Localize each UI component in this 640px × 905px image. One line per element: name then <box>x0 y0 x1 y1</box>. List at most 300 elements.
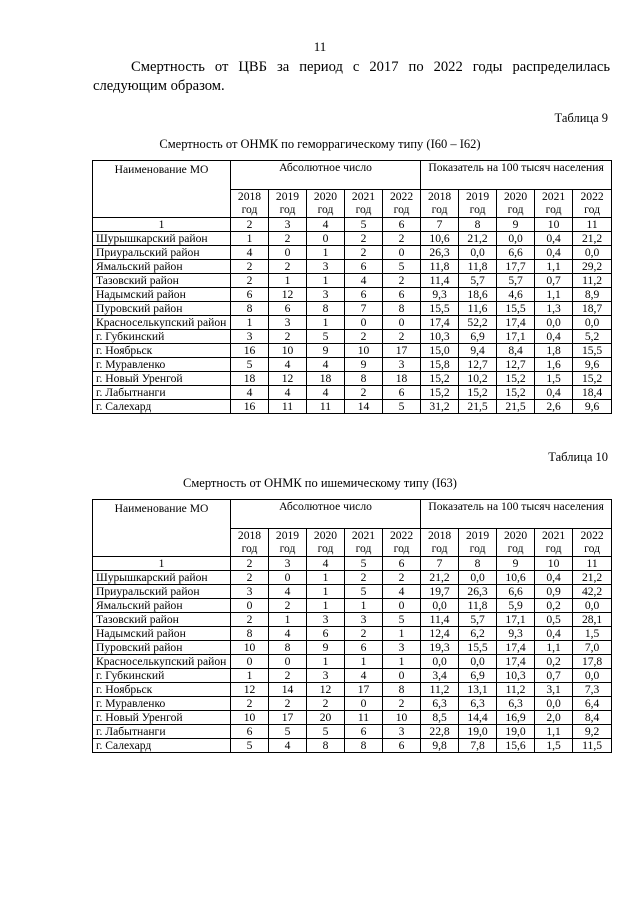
row-value: 2 <box>345 386 383 400</box>
table-row <box>93 344 612 358</box>
row-value: 8 <box>269 641 307 655</box>
row-value: 0,0 <box>459 655 497 669</box>
row-value: 31,2 <box>421 400 459 414</box>
row-value: 0 <box>383 316 421 330</box>
header-year: 2020 год <box>307 190 345 218</box>
row-value: 20 <box>307 711 345 725</box>
row-value: 0,0 <box>497 232 535 246</box>
row-value: 12,7 <box>459 358 497 372</box>
row-value: 52,2 <box>459 316 497 330</box>
row-value: 0,0 <box>421 599 459 613</box>
row-value: 6,3 <box>497 697 535 711</box>
row-value: 6,3 <box>421 697 459 711</box>
header-absolute: Абсолютное число <box>231 161 421 190</box>
row-value: 11,2 <box>573 274 612 288</box>
column-index: 8 <box>459 557 497 571</box>
header-year: 2019 год <box>269 190 307 218</box>
row-value: 6 <box>269 302 307 316</box>
row-value: 17,1 <box>497 613 535 627</box>
row-value: 0 <box>383 599 421 613</box>
row-value: 18 <box>383 372 421 386</box>
row-value: 17 <box>345 683 383 697</box>
table-row <box>93 246 612 260</box>
row-value: 1 <box>307 316 345 330</box>
row-value: 6 <box>345 260 383 274</box>
header-year: 2019 год <box>459 529 497 557</box>
row-value: 15,6 <box>497 739 535 753</box>
row-value: 8 <box>345 372 383 386</box>
row-value: 1 <box>307 585 345 599</box>
row-value: 12,7 <box>497 358 535 372</box>
header-year: 2022 год <box>573 190 612 218</box>
row-value: 8,5 <box>421 711 459 725</box>
row-value: 15,2 <box>421 386 459 400</box>
table-row <box>93 739 612 753</box>
row-value: 6 <box>307 627 345 641</box>
row-value: 4 <box>383 585 421 599</box>
row-value: 16 <box>231 400 269 414</box>
row-value: 4 <box>231 246 269 260</box>
row-value: 17,4 <box>497 641 535 655</box>
row-name: Пуровский район <box>93 641 231 655</box>
header-row <box>93 161 612 190</box>
column-index: 9 <box>497 557 535 571</box>
table-title: Смертность от ОНМК по ишемическому типу (I63) <box>183 476 457 490</box>
row-value: 10,3 <box>421 330 459 344</box>
table-row <box>93 232 612 246</box>
row-value: 3 <box>383 641 421 655</box>
row-value: 9 <box>307 344 345 358</box>
row-value: 11,4 <box>421 613 459 627</box>
row-value: 1,5 <box>573 627 612 641</box>
row-value: 4 <box>231 386 269 400</box>
row-value: 1 <box>345 599 383 613</box>
row-value: 9,3 <box>421 288 459 302</box>
row-value: 5 <box>383 260 421 274</box>
row-name: г. Новый Уренгой <box>93 372 231 386</box>
row-value: 17,1 <box>497 330 535 344</box>
row-value: 1 <box>307 655 345 669</box>
column-index: 6 <box>383 557 421 571</box>
row-value: 26,3 <box>421 246 459 260</box>
header-year: 2018 год <box>231 190 269 218</box>
row-value: 6 <box>383 739 421 753</box>
row-name: Шурышкарский район <box>93 571 231 585</box>
table-row <box>93 260 612 274</box>
row-value: 0,0 <box>573 246 612 260</box>
table-row <box>93 655 612 669</box>
row-name: г. Губкинский <box>93 330 231 344</box>
row-value: 1,1 <box>535 641 573 655</box>
row-value: 21,5 <box>497 400 535 414</box>
row-value: 0 <box>345 697 383 711</box>
row-value: 6,9 <box>459 669 497 683</box>
row-value: 9,8 <box>421 739 459 753</box>
row-value: 1 <box>269 613 307 627</box>
table-row <box>93 274 612 288</box>
row-value: 0 <box>231 655 269 669</box>
row-value: 42,2 <box>573 585 612 599</box>
row-value: 0,7 <box>535 274 573 288</box>
row-value: 1 <box>231 232 269 246</box>
row-value: 4 <box>269 386 307 400</box>
row-value: 5,2 <box>573 330 612 344</box>
row-value: 17,4 <box>497 655 535 669</box>
row-value: 0,0 <box>459 246 497 260</box>
row-name: Пуровский район <box>93 302 231 316</box>
row-value: 1 <box>307 599 345 613</box>
row-value: 21,2 <box>421 571 459 585</box>
header-rate: Показатель на 100 тысяч населения <box>421 161 612 190</box>
row-name: г. Салехард <box>93 739 231 753</box>
row-value: 2 <box>269 330 307 344</box>
row-value: 3 <box>345 613 383 627</box>
row-value: 4 <box>269 358 307 372</box>
row-value: 5 <box>269 725 307 739</box>
header-year: 2020 год <box>497 190 535 218</box>
row-value: 6,3 <box>459 697 497 711</box>
header-name-mo: Наименование МО <box>93 161 231 218</box>
header-name-mo: Наименование МО <box>93 500 231 557</box>
table-row <box>93 288 612 302</box>
column-index-row <box>93 218 612 232</box>
row-value: 19,3 <box>421 641 459 655</box>
row-value: 0 <box>383 669 421 683</box>
header-year: 2022 год <box>383 190 421 218</box>
page-number: 11 <box>313 39 327 54</box>
row-name: г. Губкинский <box>93 669 231 683</box>
row-name: Надымский район <box>93 288 231 302</box>
row-value: 1 <box>269 274 307 288</box>
row-value: 6 <box>345 288 383 302</box>
row-value: 17 <box>383 344 421 358</box>
row-value: 22,8 <box>421 725 459 739</box>
column-index: 1 <box>93 218 231 232</box>
row-value: 3 <box>383 358 421 372</box>
table-row <box>93 669 612 683</box>
row-value: 2 <box>345 330 383 344</box>
row-value: 4 <box>307 358 345 372</box>
row-value: 7,3 <box>573 683 612 697</box>
row-value: 0,4 <box>535 571 573 585</box>
row-value: 0,4 <box>535 232 573 246</box>
row-value: 11,8 <box>459 599 497 613</box>
row-value: 5,7 <box>459 274 497 288</box>
row-value: 2 <box>231 697 269 711</box>
mortality-table-hemorrhagic <box>92 160 612 414</box>
row-value: 0,0 <box>535 697 573 711</box>
row-value: 9,2 <box>573 725 612 739</box>
row-value: 28,1 <box>573 613 612 627</box>
row-value: 9,4 <box>459 344 497 358</box>
row-value: 6 <box>383 288 421 302</box>
table-row <box>93 302 612 316</box>
row-value: 15,0 <box>421 344 459 358</box>
row-value: 8 <box>307 302 345 316</box>
row-value: 2 <box>383 571 421 585</box>
row-value: 15,2 <box>573 372 612 386</box>
column-index: 2 <box>231 557 269 571</box>
table-row <box>93 683 612 697</box>
row-value: 15,2 <box>459 386 497 400</box>
row-value: 5 <box>345 585 383 599</box>
header-row <box>93 500 612 529</box>
row-value: 1 <box>231 316 269 330</box>
row-name: г. Ноябрьск <box>93 344 231 358</box>
row-value: 15,5 <box>497 302 535 316</box>
row-value: 0,0 <box>535 316 573 330</box>
row-value: 2 <box>269 697 307 711</box>
row-value: 16 <box>231 344 269 358</box>
row-value: 11 <box>307 400 345 414</box>
column-index: 7 <box>421 218 459 232</box>
row-name: г. Лабытнанги <box>93 386 231 400</box>
row-value: 3 <box>307 669 345 683</box>
row-value: 1 <box>383 627 421 641</box>
header-year: 2022 год <box>383 529 421 557</box>
row-value: 6 <box>231 725 269 739</box>
row-value: 1,6 <box>535 358 573 372</box>
row-value: 15,5 <box>421 302 459 316</box>
column-index: 5 <box>345 218 383 232</box>
mortality-table-ischemic <box>92 499 612 753</box>
column-index: 11 <box>573 557 612 571</box>
header-year: 2021 год <box>345 529 383 557</box>
row-value: 17,8 <box>573 655 612 669</box>
row-value: 0 <box>307 232 345 246</box>
table-row <box>93 613 612 627</box>
row-value: 8 <box>231 302 269 316</box>
row-value: 17,4 <box>421 316 459 330</box>
row-value: 1,1 <box>535 725 573 739</box>
header-year: 2019 год <box>269 529 307 557</box>
row-value: 8 <box>231 627 269 641</box>
table-row <box>93 711 612 725</box>
row-value: 2 <box>383 697 421 711</box>
row-value: 1,8 <box>535 344 573 358</box>
row-value: 2 <box>269 260 307 274</box>
row-value: 21,2 <box>573 571 612 585</box>
row-name: Надымский район <box>93 627 231 641</box>
row-value: 9,3 <box>497 627 535 641</box>
row-value: 8 <box>383 302 421 316</box>
row-name: Тазовский район <box>93 613 231 627</box>
row-name: г. Салехард <box>93 400 231 414</box>
row-value: 1,1 <box>535 288 573 302</box>
table-row <box>93 316 612 330</box>
row-name: г. Новый Уренгой <box>93 711 231 725</box>
row-value: 18,4 <box>573 386 612 400</box>
row-value: 8,4 <box>497 344 535 358</box>
header-year: 2018 год <box>421 190 459 218</box>
row-value: 3,4 <box>421 669 459 683</box>
row-value: 11,8 <box>421 260 459 274</box>
row-name: г. Муравленко <box>93 697 231 711</box>
row-value: 0,5 <box>535 613 573 627</box>
row-value: 12 <box>269 288 307 302</box>
row-value: 14 <box>345 400 383 414</box>
column-index: 9 <box>497 218 535 232</box>
row-name: Красноселькупский район <box>93 655 231 669</box>
row-name: Красноселькупский район <box>93 316 231 330</box>
header-rate: Показатель на 100 тысяч населения <box>421 500 612 529</box>
row-value: 26,3 <box>459 585 497 599</box>
row-value: 0,4 <box>535 246 573 260</box>
row-value: 4 <box>269 739 307 753</box>
row-value: 2 <box>307 697 345 711</box>
header-absolute: Абсолютное число <box>231 500 421 529</box>
row-value: 2 <box>231 571 269 585</box>
row-value: 1,3 <box>535 302 573 316</box>
row-value: 7,0 <box>573 641 612 655</box>
row-value: 15,5 <box>459 641 497 655</box>
row-value: 5 <box>383 613 421 627</box>
row-value: 11,2 <box>421 683 459 697</box>
row-value: 1,5 <box>535 739 573 753</box>
row-value: 2 <box>269 599 307 613</box>
row-value: 6 <box>345 641 383 655</box>
row-value: 0,0 <box>573 599 612 613</box>
row-value: 0,7 <box>535 669 573 683</box>
row-value: 18 <box>231 372 269 386</box>
row-value: 5,7 <box>497 274 535 288</box>
row-value: 3 <box>269 316 307 330</box>
table-row <box>93 372 612 386</box>
header-year: 2021 год <box>345 190 383 218</box>
row-name: Тазовский район <box>93 274 231 288</box>
row-value: 2 <box>345 627 383 641</box>
column-index-row <box>93 557 612 571</box>
row-value: 2 <box>231 274 269 288</box>
row-value: 7 <box>345 302 383 316</box>
row-value: 0 <box>269 655 307 669</box>
row-value: 9,6 <box>573 358 612 372</box>
row-value: 0,0 <box>421 655 459 669</box>
row-value: 11,8 <box>459 260 497 274</box>
row-value: 6 <box>383 386 421 400</box>
row-value: 4 <box>269 585 307 599</box>
row-value: 0,0 <box>573 669 612 683</box>
row-value: 3,1 <box>535 683 573 697</box>
row-value: 11,6 <box>459 302 497 316</box>
row-value: 14 <box>269 683 307 697</box>
column-index: 3 <box>269 557 307 571</box>
table-row <box>93 641 612 655</box>
row-value: 5 <box>231 739 269 753</box>
header-year: 2020 год <box>307 529 345 557</box>
row-value: 0 <box>345 316 383 330</box>
row-value: 19,0 <box>497 725 535 739</box>
header-year: 2020 год <box>497 529 535 557</box>
column-index: 4 <box>307 218 345 232</box>
row-value: 1 <box>307 274 345 288</box>
table-row <box>93 585 612 599</box>
row-value: 4,6 <box>497 288 535 302</box>
column-index: 2 <box>231 218 269 232</box>
column-index: 7 <box>421 557 459 571</box>
row-value: 9,6 <box>573 400 612 414</box>
row-value: 0,4 <box>535 627 573 641</box>
row-value: 1 <box>231 669 269 683</box>
row-value: 6,6 <box>497 246 535 260</box>
row-name: г. Лабытнанги <box>93 725 231 739</box>
row-value: 0,2 <box>535 599 573 613</box>
row-value: 2,6 <box>535 400 573 414</box>
row-value: 0,0 <box>573 316 612 330</box>
row-value: 8,9 <box>573 288 612 302</box>
row-value: 0,4 <box>535 330 573 344</box>
row-value: 2 <box>231 613 269 627</box>
row-value: 0 <box>231 599 269 613</box>
row-value: 0,9 <box>535 585 573 599</box>
row-value: 8 <box>383 683 421 697</box>
row-value: 0 <box>269 246 307 260</box>
row-value: 2 <box>383 330 421 344</box>
intro-paragraph: Смертность от ЦВБ за период с 2017 по 2022 годы распределилась следующим образом. <box>93 59 610 94</box>
row-value: 10 <box>345 344 383 358</box>
row-value: 12 <box>269 372 307 386</box>
row-value: 18,6 <box>459 288 497 302</box>
row-value: 15,2 <box>497 372 535 386</box>
column-index: 5 <box>345 557 383 571</box>
row-value: 11,4 <box>421 274 459 288</box>
row-value: 11 <box>269 400 307 414</box>
row-value: 15,8 <box>421 358 459 372</box>
row-value: 3 <box>307 260 345 274</box>
row-value: 0,4 <box>535 386 573 400</box>
row-value: 5,9 <box>497 599 535 613</box>
table-row <box>93 599 612 613</box>
row-value: 2 <box>383 274 421 288</box>
row-value: 17,7 <box>497 260 535 274</box>
header-year: 2019 год <box>459 190 497 218</box>
row-value: 6,4 <box>573 697 612 711</box>
table-caption: Таблица 10 <box>548 450 608 464</box>
row-value: 21,2 <box>573 232 612 246</box>
row-value: 1 <box>345 655 383 669</box>
row-value: 10 <box>231 641 269 655</box>
row-value: 3 <box>383 725 421 739</box>
row-value: 17 <box>269 711 307 725</box>
column-index: 6 <box>383 218 421 232</box>
table-row <box>93 697 612 711</box>
table-row <box>93 386 612 400</box>
table-row <box>93 627 612 641</box>
row-value: 10,2 <box>459 372 497 386</box>
row-value: 2 <box>231 260 269 274</box>
row-value: 12,4 <box>421 627 459 641</box>
row-value: 5 <box>383 400 421 414</box>
row-value: 2 <box>345 571 383 585</box>
row-value: 14,4 <box>459 711 497 725</box>
row-value: 6,6 <box>497 585 535 599</box>
row-value: 1 <box>307 246 345 260</box>
row-value: 10 <box>231 711 269 725</box>
row-value: 18,7 <box>573 302 612 316</box>
column-index: 4 <box>307 557 345 571</box>
table-row <box>93 400 612 414</box>
row-value: 4 <box>345 669 383 683</box>
row-value: 2 <box>345 246 383 260</box>
header-year: 2018 год <box>231 529 269 557</box>
row-value: 10,3 <box>497 669 535 683</box>
row-value: 8,4 <box>573 711 612 725</box>
row-value: 4 <box>345 274 383 288</box>
row-value: 3 <box>231 330 269 344</box>
column-index: 3 <box>269 218 307 232</box>
row-value: 18 <box>307 372 345 386</box>
table-caption: Таблица 9 <box>554 111 608 125</box>
